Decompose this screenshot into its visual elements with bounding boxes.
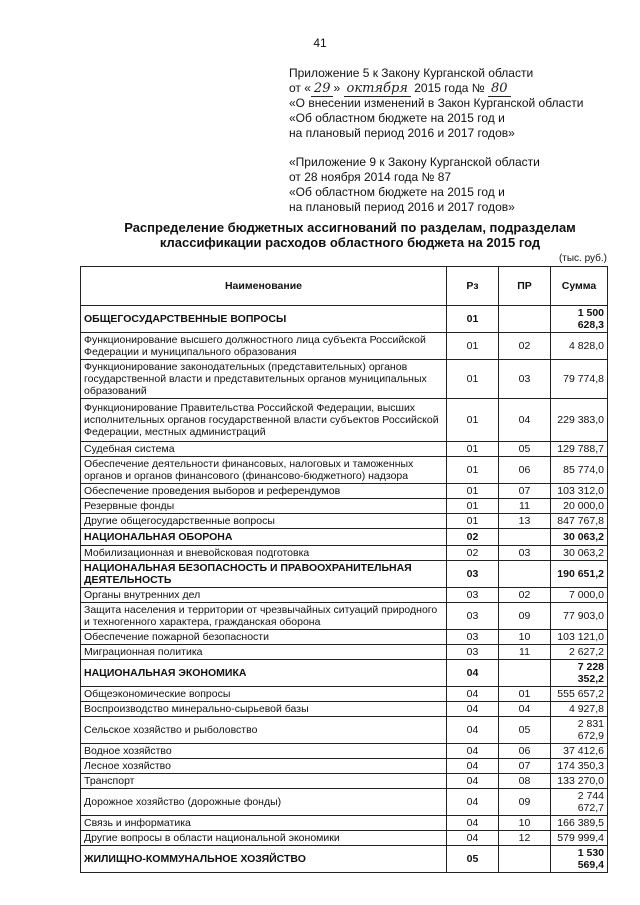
cell-pr: 06 (499, 744, 551, 759)
cell-sum: 4 927,8 (551, 702, 608, 717)
cell-rz: 03 (447, 588, 499, 603)
cell-name: Судебная система (81, 442, 447, 457)
cell-name: Резервные фонды (81, 499, 447, 514)
cell-rz: 04 (447, 831, 499, 846)
cell-rz: 04 (447, 759, 499, 774)
cell-rz: 01 (447, 499, 499, 514)
handwritten-month: октября (344, 81, 411, 97)
table-row (81, 529, 608, 546)
table-row (81, 846, 608, 873)
table-row (81, 333, 608, 360)
cell-rz: 04 (447, 687, 499, 702)
appendix-new-date-line (289, 81, 583, 96)
cell-sum: 4 828,0 (551, 333, 608, 360)
table-row (81, 702, 608, 717)
date-prefix: от « (289, 81, 311, 95)
cell-rz: 04 (447, 744, 499, 759)
cell-sum: 30 063,2 (551, 546, 608, 561)
appendix-new-line4: «Об областном бюджете на 2015 год и (289, 111, 505, 125)
cell-name: Обеспечение деятельности финансовых, налоговых и таможенных органов и органов финансового (финансово-бюджетного) надзора (81, 457, 447, 484)
cell-pr: 05 (499, 717, 551, 744)
table-row (81, 630, 608, 645)
cell-sum: 7 228 352,2 (551, 660, 608, 687)
cell-rz: 02 (447, 546, 499, 561)
cell-rz: 01 (447, 306, 499, 333)
cell-sum: 579 999,4 (551, 831, 608, 846)
cell-pr: 02 (499, 333, 551, 360)
title-line2: классификации расходов областного бюджета на 2015 год (159, 235, 541, 250)
appendix-new-header (289, 66, 583, 141)
cell-pr: 02 (499, 588, 551, 603)
table-row (81, 789, 608, 816)
table-row (81, 546, 608, 561)
table-row (81, 457, 608, 484)
cell-rz: 02 (447, 529, 499, 546)
cell-pr: 06 (499, 457, 551, 484)
cell-rz: 04 (447, 774, 499, 789)
cell-rz: 03 (447, 630, 499, 645)
cell-sum: 1 500 628,3 (551, 306, 608, 333)
cell-rz: 01 (447, 399, 499, 442)
cell-rz: 05 (447, 846, 499, 873)
table-row (81, 774, 608, 789)
header-rz: Рз (447, 267, 499, 306)
appendix-old-line1: «Приложение 9 к Закону Курганской области (289, 155, 540, 169)
cell-sum: 555 657,2 (551, 687, 608, 702)
cell-sum: 20 000,0 (551, 499, 608, 514)
unit-label: (тыс. руб.) (558, 253, 607, 264)
appendix-old-line3: «Об областном бюджете на 2015 год и (289, 185, 505, 199)
cell-sum: 2 744 672,7 (551, 789, 608, 816)
cell-rz: 03 (447, 603, 499, 630)
table-row (81, 645, 608, 660)
appendix-new-line3: «О внесении изменений в Закон Курганской области (289, 96, 584, 110)
cell-name: Функционирование законодательных (представительных) органов государственной власти и представительных органов муниципальных образований (81, 360, 447, 399)
cell-rz: 01 (447, 360, 499, 399)
cell-name: НАЦИОНАЛЬНАЯ ОБОРОНА (81, 529, 447, 546)
cell-pr: 01 (499, 687, 551, 702)
table-row (81, 759, 608, 774)
cell-pr (499, 306, 551, 333)
cell-pr: 07 (499, 484, 551, 499)
cell-sum: 133 270,0 (551, 774, 608, 789)
header-sum: Сумма (551, 267, 608, 306)
cell-name: Миграционная политика (81, 645, 447, 660)
table-row (81, 399, 608, 442)
page-number: 41 (313, 36, 327, 50)
document-title (100, 220, 600, 250)
handwritten-day: 29 (311, 81, 334, 97)
cell-name: Другие вопросы в области национальной экономики (81, 831, 447, 846)
cell-name: Воспроизводство минерально-сырьевой базы (81, 702, 447, 717)
cell-name: Функционирование Правительства Российской Федерации, высших исполнительных органов государственной власти субъектов Российской Федерации, местных администраций (81, 399, 447, 442)
cell-pr: 03 (499, 546, 551, 561)
cell-name: Обеспечение пожарной безопасности (81, 630, 447, 645)
table-row (81, 831, 608, 846)
cell-name: Лесное хозяйство (81, 759, 447, 774)
table-row (81, 360, 608, 399)
appendix-new-line1: Приложение 5 к Закону Курганской области (289, 66, 534, 80)
budget-table (80, 266, 608, 873)
cell-rz: 04 (447, 717, 499, 744)
table-row (81, 499, 608, 514)
cell-sum: 79 774,8 (551, 360, 608, 399)
cell-rz: 01 (447, 514, 499, 529)
table-row (81, 588, 608, 603)
table-row (81, 816, 608, 831)
table-header-row (81, 267, 608, 306)
handwritten-number: 80 (488, 81, 511, 97)
cell-pr: 12 (499, 831, 551, 846)
appendix-old-line2: от 28 ноября 2014 года № 87 (289, 170, 452, 184)
cell-name: Мобилизационная и вневойсковая подготовка (81, 546, 447, 561)
appendix-new-line5: на плановый период 2016 и 2017 годов» (289, 126, 515, 140)
cell-name: Защита населения и территории от чрезвычайных ситуаций природного и техногенного характера, гражданская оборона (81, 603, 447, 630)
table-row (81, 687, 608, 702)
cell-pr: 08 (499, 774, 551, 789)
cell-sum: 2 831 672,9 (551, 717, 608, 744)
cell-sum: 229 383,0 (551, 399, 608, 442)
header-pr: ПР (499, 267, 551, 306)
cell-pr (499, 561, 551, 588)
cell-sum: 2 627,2 (551, 645, 608, 660)
table-body (81, 306, 608, 873)
cell-rz: 03 (447, 561, 499, 588)
cell-pr: 11 (499, 645, 551, 660)
cell-name: Водное хозяйство (81, 744, 447, 759)
cell-rz: 04 (447, 702, 499, 717)
cell-name: Транспорт (81, 774, 447, 789)
table-row (81, 561, 608, 588)
cell-pr: 10 (499, 630, 551, 645)
cell-pr: 04 (499, 702, 551, 717)
cell-name: ЖИЛИЩНО-КОММУНАЛЬНОЕ ХОЗЯЙСТВО (81, 846, 447, 873)
cell-rz: 04 (447, 816, 499, 831)
cell-pr: 03 (499, 360, 551, 399)
cell-sum: 103 312,0 (551, 484, 608, 499)
cell-pr: 13 (499, 514, 551, 529)
appendix-old-header (289, 155, 540, 215)
cell-sum: 166 389,5 (551, 816, 608, 831)
title-line1: Распределение бюджетных ассигнований по разделам, подразделам (124, 220, 576, 235)
header-name: Наименование (81, 267, 447, 306)
cell-sum: 129 788,7 (551, 442, 608, 457)
table-row (81, 514, 608, 529)
cell-sum: 7 000,0 (551, 588, 608, 603)
cell-name: НАЦИОНАЛЬНАЯ БЕЗОПАСНОСТЬ И ПРАВООХРАНИТЕЛЬНАЯ ДЕЯТЕЛЬНОСТЬ (81, 561, 447, 588)
cell-name: Функционирование высшего должностного лица субъекта Российской Федерации и муниципального образования (81, 333, 447, 360)
cell-pr: 07 (499, 759, 551, 774)
table-row (81, 306, 608, 333)
table-row (81, 484, 608, 499)
table-row (81, 442, 608, 457)
cell-rz: 01 (447, 484, 499, 499)
cell-sum: 190 651,2 (551, 561, 608, 588)
cell-name: Органы внутренних дел (81, 588, 447, 603)
cell-name: Связь и информатика (81, 816, 447, 831)
table-row (81, 717, 608, 744)
cell-sum: 30 063,2 (551, 529, 608, 546)
cell-pr: 09 (499, 789, 551, 816)
cell-name: Дорожное хозяйство (дорожные фонды) (81, 789, 447, 816)
cell-pr (499, 846, 551, 873)
cell-name: ОБЩЕГОСУДАРСТВЕННЫЕ ВОПРОСЫ (81, 306, 447, 333)
table-row (81, 660, 608, 687)
cell-sum: 847 767,8 (551, 514, 608, 529)
cell-rz: 04 (447, 660, 499, 687)
cell-name: Сельское хозяйство и рыболовство (81, 717, 447, 744)
cell-rz: 01 (447, 333, 499, 360)
cell-sum: 85 774,0 (551, 457, 608, 484)
table-row (81, 744, 608, 759)
cell-pr: 11 (499, 499, 551, 514)
date-mid: » (333, 81, 341, 95)
cell-name: Общеэкономические вопросы (81, 687, 447, 702)
cell-pr (499, 660, 551, 687)
cell-name: Обеспечение проведения выборов и референдумов (81, 484, 447, 499)
cell-sum: 103 121,0 (551, 630, 608, 645)
cell-rz: 01 (447, 457, 499, 484)
cell-rz: 04 (447, 789, 499, 816)
cell-pr (499, 529, 551, 546)
cell-name: Другие общегосударственные вопросы (81, 514, 447, 529)
appendix-old-line4: на плановый период 2016 и 2017 годов» (289, 200, 515, 214)
cell-pr: 09 (499, 603, 551, 630)
cell-pr: 04 (499, 399, 551, 442)
cell-rz: 03 (447, 645, 499, 660)
cell-rz: 01 (447, 442, 499, 457)
date-year: 2015 года № (414, 81, 485, 95)
cell-sum: 37 412,6 (551, 744, 608, 759)
cell-sum: 77 903,0 (551, 603, 608, 630)
cell-pr: 10 (499, 816, 551, 831)
cell-sum: 1 530 569,4 (551, 846, 608, 873)
cell-name: НАЦИОНАЛЬНАЯ ЭКОНОМИКА (81, 660, 447, 687)
cell-sum: 174 350,3 (551, 759, 608, 774)
cell-pr: 05 (499, 442, 551, 457)
table-row (81, 603, 608, 630)
